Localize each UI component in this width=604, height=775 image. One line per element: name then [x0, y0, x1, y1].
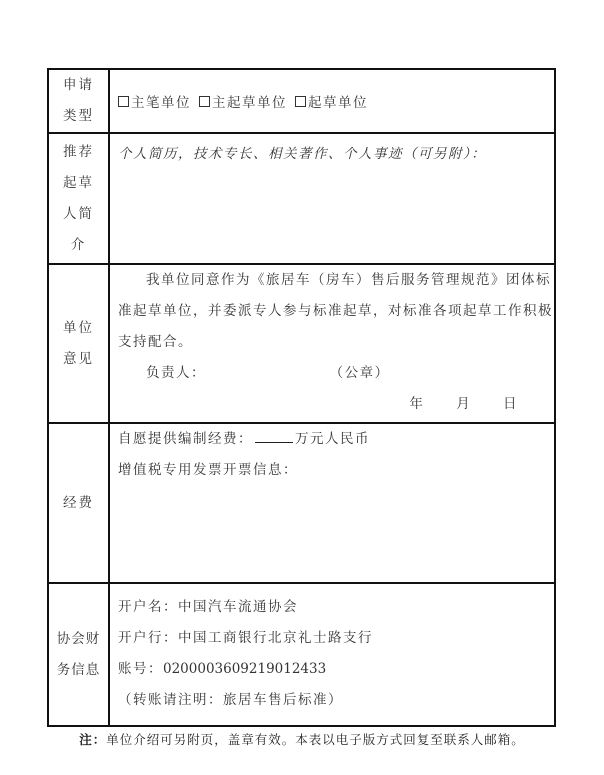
application-type-options — [110, 70, 554, 132]
label-line: 介 — [70, 236, 87, 253]
row-funding — [49, 424, 554, 584]
label-drafter-profile — [49, 134, 110, 263]
row-unit-opinion — [49, 265, 554, 424]
label-association-finance — [49, 584, 110, 725]
label-line: 申请 — [63, 77, 94, 93]
row-association-finance — [49, 584, 554, 725]
drafter-profile-prompt: 个人简历，技术专长、相关著作、个人事迹（可另附）： — [118, 146, 487, 162]
checkbox-icon[interactable] — [199, 96, 210, 107]
application-form-table — [47, 68, 556, 727]
label-line: 类型 — [63, 108, 94, 124]
checkbox-label: 主笔单位 — [131, 95, 191, 111]
date-day-label: 日 — [503, 396, 518, 412]
checkbox-icon[interactable] — [295, 96, 306, 107]
invoice-info-label: 增值税专用发票开票信息： — [118, 462, 298, 478]
funding-amount-input[interactable] — [255, 429, 293, 443]
association-finance-content — [110, 584, 554, 725]
funding-content — [110, 424, 554, 582]
label-line: 起草 — [63, 174, 94, 191]
funding-prefix: 自愿提供编制经费： — [118, 431, 253, 447]
footer-note — [0, 730, 604, 748]
label-unit-opinion — [49, 265, 110, 422]
opinion-paragraph-line: 我单位同意作为《旅居车（房车）售后服务管理规范》团体标 — [146, 272, 551, 288]
transfer-note: （转账请注明：旅居车售后标准） — [118, 692, 343, 708]
unit-opinion-content — [110, 265, 554, 422]
opinion-paragraph-line: 支持配合。 — [118, 334, 193, 350]
signer-label: 负责人： — [146, 365, 206, 381]
note-prefix: 注： — [79, 732, 107, 747]
drafter-profile-field[interactable] — [110, 134, 554, 263]
date-year-label: 年 — [409, 396, 425, 412]
seal-label: （公章） — [329, 365, 390, 381]
checkbox-label: 起草单位 — [308, 95, 368, 111]
account-number: 0200003609219012433 — [163, 661, 327, 677]
date-line — [118, 389, 546, 420]
label-line: 意见 — [63, 350, 94, 367]
bank-name: 开户行：中国工商银行北京礼士路支行 — [118, 630, 373, 646]
checkbox-label: 主起草单位 — [212, 95, 287, 111]
account-number-label: 账号： — [118, 661, 163, 677]
label-funding — [49, 424, 110, 582]
checkbox-lead-author-unit[interactable] — [118, 91, 191, 111]
label-line: 经费 — [63, 494, 94, 511]
label-application-type — [49, 70, 110, 132]
funding-suffix: 万元人民币 — [295, 431, 370, 447]
label-line: 务信息 — [56, 661, 101, 678]
checkbox-icon[interactable] — [118, 96, 129, 107]
signature-line — [118, 358, 546, 389]
label-line: 协会财 — [56, 630, 101, 647]
date-month-label: 月 — [456, 396, 472, 412]
note-text: 单位介绍可另附页，盖章有效。本表以电子版方式回复至联系人邮箱。 — [106, 732, 525, 747]
row-drafter-profile — [49, 134, 554, 265]
account-number-line — [118, 654, 546, 685]
row-application-type — [49, 70, 554, 134]
opinion-paragraph-line: 准起草单位，并委派专人参与标准起草，对标准各项起草工作积极 — [118, 303, 553, 319]
checkbox-drafting-unit[interactable] — [295, 91, 368, 111]
label-line: 人简 — [63, 205, 94, 222]
account-name: 开户名：中国汽车流通协会 — [118, 599, 298, 615]
funding-amount-line — [118, 424, 546, 455]
label-line: 单位 — [63, 319, 94, 336]
checkbox-main-drafting-unit[interactable] — [199, 91, 287, 111]
label-line: 推荐 — [63, 143, 94, 160]
